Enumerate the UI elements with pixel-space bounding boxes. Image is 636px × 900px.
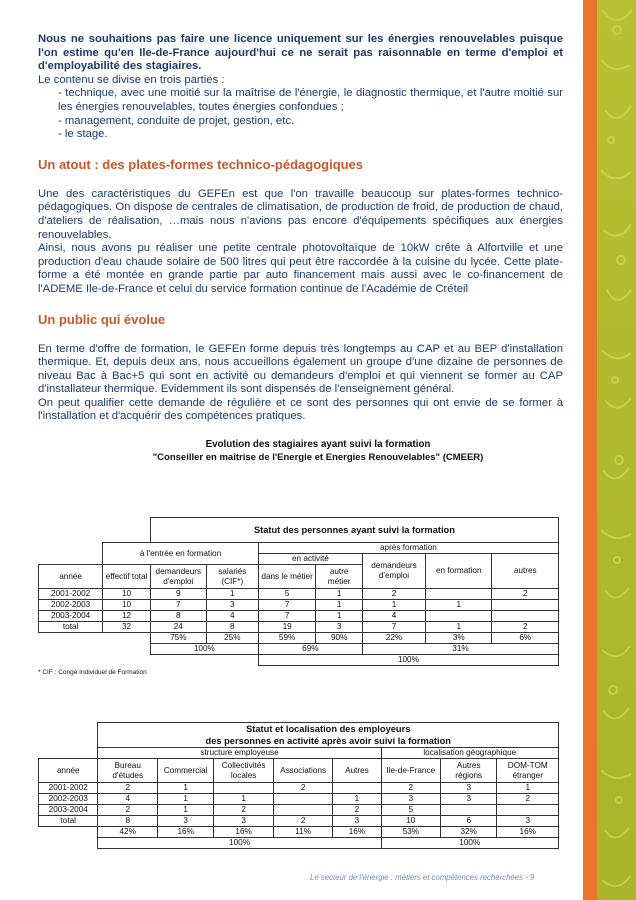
- table-cell: 3: [441, 783, 497, 794]
- table1-group-after: après formation: [258, 543, 558, 554]
- intro-item: - management, conduite de projet, gestion, etc.: [58, 114, 295, 127]
- table-cell: 16%: [333, 827, 381, 838]
- table-cell: 3: [214, 816, 273, 827]
- table-col-header: effectif total: [103, 565, 151, 589]
- table-cell: 3: [206, 600, 258, 611]
- table-cell: 2: [98, 783, 157, 794]
- table-cell: 2: [98, 805, 157, 816]
- table-cell: 53%: [381, 827, 440, 838]
- table-row: [39, 805, 559, 816]
- main-text: [38, 33, 563, 424]
- table1-group-activity: en activité: [258, 554, 362, 565]
- table-cell: 1: [316, 600, 363, 611]
- table-cell: 42%: [98, 827, 157, 838]
- table-row: [39, 794, 559, 805]
- table-cell: 22%: [362, 633, 425, 644]
- table-col-header: Collectivités locales: [214, 759, 273, 783]
- table-cell: 11%: [273, 827, 332, 838]
- chart-title-line2: "Conseiller en maîtrise de l'Energie et Energies Renouvelables" (CMEER): [152, 452, 484, 463]
- section-heading-atout: Un atout : des plates-formes technico-pédagogiques: [38, 156, 364, 172]
- table-cell: [441, 805, 497, 816]
- row-label: 2001-2002: [39, 589, 103, 600]
- table-cell: 1: [362, 600, 425, 611]
- table-cell: 12: [103, 611, 151, 622]
- table-cell: 4: [98, 794, 157, 805]
- table-cell: 6: [441, 816, 497, 827]
- table2-title-line2: des personnes en activité après avoir suivi la formation: [205, 736, 451, 746]
- footnote: * CIF : Congé Individuel de Formation: [38, 669, 147, 676]
- table-cell: 3: [333, 816, 381, 827]
- row-label: 2002-2003: [39, 794, 98, 805]
- table-cell: 1: [157, 805, 213, 816]
- table-cell: 1: [316, 611, 363, 622]
- row-label: total: [39, 622, 103, 633]
- table2-group-structure: structure employeuse: [98, 748, 381, 759]
- table-cell: 8: [206, 622, 258, 633]
- table-row: [39, 611, 559, 622]
- table-cell: 59%: [258, 633, 316, 644]
- table-cell: [497, 805, 559, 816]
- table-cell: 10: [103, 600, 151, 611]
- table-cell: 7: [150, 600, 206, 611]
- table-cell: 2: [362, 589, 425, 600]
- table2-group-location: localisation géographique: [381, 748, 558, 759]
- table-col-header: année: [39, 759, 98, 783]
- table1-body: [39, 589, 559, 633]
- table-cell: 1: [426, 600, 492, 611]
- section1-paragraph: Une des caractéristiques du GEFEn est que l'on travaille beaucoup sur plates-formes technico-pédagogiques. On dispose de centrales de climatisation, de production de froid, de production de chaud, d'ateliers de réalisation, …mais nous n'avions pas encore d'équipements spécifiques aux énergies renouvelables.: [38, 187, 563, 241]
- table-row: [39, 600, 559, 611]
- table-cell: 1: [497, 783, 559, 794]
- table-cell: 5: [381, 805, 440, 816]
- table-cell: 16%: [497, 827, 559, 838]
- table-statut-personnes: [38, 517, 559, 666]
- table-cell: 3: [316, 622, 363, 633]
- table-cell: 2: [492, 622, 559, 633]
- table-cell: 69%: [258, 644, 362, 655]
- table-cell: 8: [98, 816, 157, 827]
- row-label: 2002-2003: [39, 600, 103, 611]
- table-cell: 3: [497, 816, 559, 827]
- table-cell: 3: [157, 816, 213, 827]
- table-cell: 7: [258, 600, 316, 611]
- table-cell: 7: [362, 622, 425, 633]
- table-cell: 1: [316, 589, 363, 600]
- table-cell: 8: [150, 611, 206, 622]
- table-cell: 9: [150, 589, 206, 600]
- table-cell: 1: [214, 794, 273, 805]
- table-cell: 24: [150, 622, 206, 633]
- table-row: [39, 622, 559, 633]
- row-label: 2003-2004: [39, 805, 98, 816]
- table1-title: Statut des personnes ayant suivi la formation: [150, 518, 558, 543]
- table1-group-entry: à l'entrée en formation: [103, 543, 259, 565]
- table-col-header: salariés (CIF*): [206, 565, 258, 589]
- table-cell: [273, 794, 332, 805]
- table-cell: 19: [258, 622, 316, 633]
- table2-title-line1: Statut et localisation des employeurs: [246, 724, 411, 734]
- table-cell: 1: [157, 783, 213, 794]
- table-cell: 1: [333, 794, 381, 805]
- section2-paragraph: En terme d'offre de formation, le GEFEn forme depuis très longtemps au CAP et au BEP d'installation thermique. Et, depuis deux ans, nous accueillons également un groupe d'une dizaine de personnes de niveau Bac à Bac+5 qui sont en activité ou demandeurs d'emploi et qui viennent se former au CAP d'installateur thermique. Evidemment ils sont dispensés de l'enseignement général.: [38, 342, 563, 396]
- table-col-header: Autres: [333, 759, 381, 783]
- row-label: total: [39, 816, 98, 827]
- table-cell: 100%: [150, 644, 258, 655]
- table-cell: 2: [381, 783, 440, 794]
- table2-body: [39, 783, 559, 827]
- table-cell: 32%: [441, 827, 497, 838]
- table-col-header: autre métier: [316, 565, 363, 589]
- row-label: 2003-2004: [39, 611, 103, 622]
- table-col-header: Bureau d'études: [98, 759, 157, 783]
- table-cell: 10: [381, 816, 440, 827]
- row-label: 2001-2002: [39, 783, 98, 794]
- table-cell: 6%: [492, 633, 559, 644]
- table-col-header: Commercial: [157, 759, 213, 783]
- table-cell: 4: [206, 611, 258, 622]
- chart-title-line1: Evolution des stagiaires ayant suivi la formation: [205, 439, 431, 450]
- table-cell: 4: [362, 611, 425, 622]
- table-cell: [426, 611, 492, 622]
- table-cell: [214, 783, 273, 794]
- intro-item: - le stage.: [58, 128, 108, 141]
- table-cell: [333, 783, 381, 794]
- table-cell: 3: [381, 794, 440, 805]
- table-cell: [273, 805, 332, 816]
- table-col-header: dans le métier: [258, 565, 316, 589]
- table-col-header: Ile-de-France: [381, 759, 440, 783]
- table-cell: 31%: [362, 644, 558, 655]
- table-cell: 100%: [381, 838, 558, 849]
- table-cell: 2: [492, 589, 559, 600]
- intro-bold: Nous ne souhaitions pas faire une licence uniquement sur les énergies renouvelables puisque l'on estime qu'en Ile-de-France aujourd'hui ce ne serait pas raisonnable en terme d'emploi et d'employabilité des stagiaires.: [38, 33, 563, 73]
- table-col-header: DOM-TOM étranger: [497, 759, 559, 783]
- table-row: [39, 589, 559, 600]
- table-cell: 1: [426, 622, 492, 633]
- table-cell: 3%: [426, 633, 492, 644]
- section2-paragraph: On peut qualifier cette demande de régulière et ce sont des personnes qui ont envie de se former à l'installation et d'acquérir des compétences pratiques.: [38, 396, 563, 423]
- table-cell: 75%: [150, 633, 206, 644]
- table-col-header: en formation: [426, 554, 492, 589]
- table-cell: 1: [206, 589, 258, 600]
- table-cell: 100%: [258, 655, 558, 666]
- table-cell: 3: [441, 794, 497, 805]
- table-cell: 5: [258, 589, 316, 600]
- table-cell: 2: [333, 805, 381, 816]
- chart-title: [0, 438, 636, 464]
- table-cell: 1: [157, 794, 213, 805]
- table-row: [39, 816, 559, 827]
- table-cell: 25%: [206, 633, 258, 644]
- table-cell: [492, 600, 559, 611]
- table-employeurs: [38, 722, 559, 849]
- table2-title: [98, 723, 559, 748]
- intro-lead: Le contenu se divise en trois parties :: [38, 73, 225, 86]
- table-cell: [426, 589, 492, 600]
- section-heading-public: Un public qui évolue: [38, 311, 166, 327]
- table-col-header: Autres régions: [441, 759, 497, 783]
- table-col-header: année: [39, 565, 103, 589]
- table-col-header: autres: [492, 554, 559, 589]
- table-cell: 7: [258, 611, 316, 622]
- table-cell: 16%: [214, 827, 273, 838]
- table-cell: 90%: [316, 633, 363, 644]
- table-cell: 2: [273, 816, 332, 827]
- table-cell: 16%: [157, 827, 213, 838]
- table-cell: 100%: [98, 838, 381, 849]
- table-col-header: Associations: [273, 759, 332, 783]
- table-col-header: demandeurs d'emploi: [362, 554, 425, 589]
- table-cell: 10: [103, 589, 151, 600]
- table-cell: 32: [103, 622, 151, 633]
- table-cell: [492, 611, 559, 622]
- page-footer: Le secteur de l'énergie : métiers et compétences recherchées - 9: [310, 873, 535, 882]
- table-cell: 2: [497, 794, 559, 805]
- intro-item: - technique, avec une moitié sur la maîtrise de l'énergie, le diagnostic thermique, et l'autre moitié sur les énergies renouvelables, toutes énergies confondues ;: [58, 87, 563, 113]
- table-cell: 2: [273, 783, 332, 794]
- table-col-header: demandeurs d'emploi: [150, 565, 206, 589]
- table-row: [39, 783, 559, 794]
- section1-paragraph: Ainsi, nous avons pu réaliser une petite centrale photovoltaïque de 10kW crête à Alfortville et une production d'eau chaude solaire de 500 litres qui peut être raccordée à la cuisine du lycée. Cette plate-forme a été montée en grande partie par auto financement mais aussi avec le co-financement de l'ADEME Ile-de-France et celui du service formation continue de l'Académie de Créteil: [38, 242, 563, 295]
- table-cell: 2: [214, 805, 273, 816]
